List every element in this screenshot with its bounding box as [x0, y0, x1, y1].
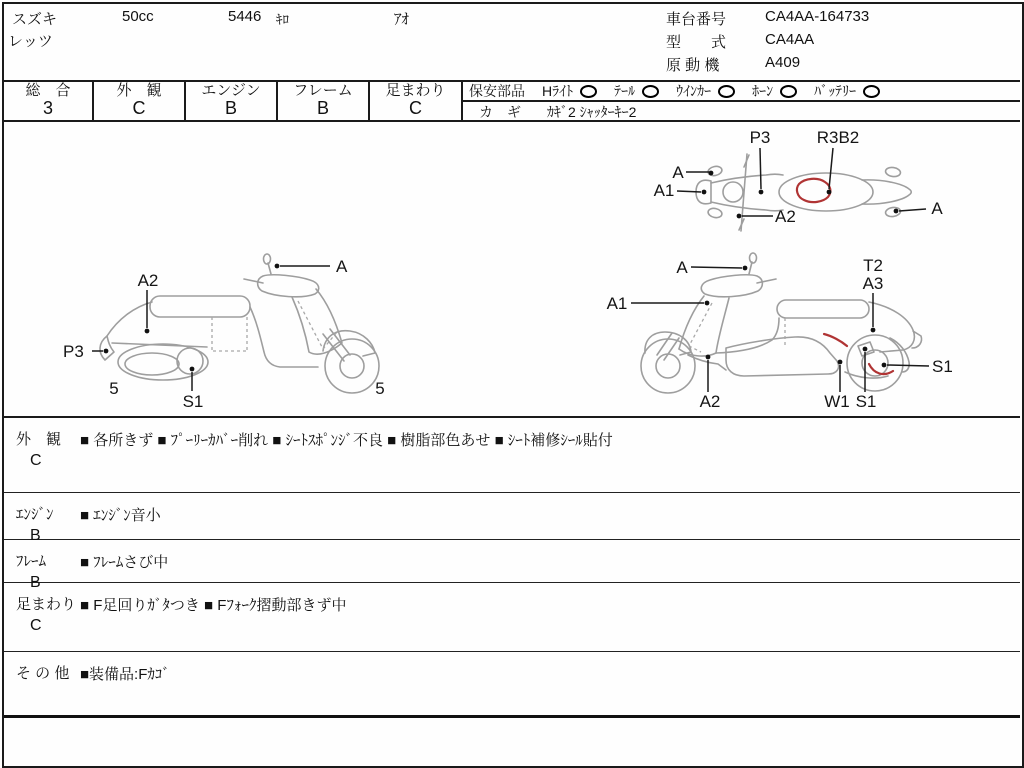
damage-code-label: 5 [375, 379, 385, 398]
chassis-label: 車台番号 [666, 11, 727, 28]
displacement: 50cc [122, 8, 154, 25]
section-notes: ■ 各所きず ■ ﾌﾟｰﾘｰｶﾊﾞｰ削れ ■ ｼｰﾄｽﾎﾟﾝｼﾞ不良 ■ 樹脂部色あせ ■ ｼｰﾄ補修ｼｰﾙ貼付 [80, 432, 613, 449]
damage-diagram-cell [4, 122, 1020, 418]
annotation-layer [63, 128, 953, 411]
leader-line [887, 365, 929, 366]
section-notes: ■装備品:Fｶｺﾞ [80, 666, 170, 683]
maker-name: スズキ [12, 11, 58, 28]
section-label: ｴﾝｼﾞﾝ [16, 506, 54, 523]
section-label: そ の 他 [16, 665, 70, 682]
damage-code-label: 5 [109, 379, 119, 398]
leader-dot [702, 190, 707, 195]
grade-overall: 総 合 3 [4, 82, 94, 120]
leader-dot [882, 363, 887, 368]
leader-line [691, 267, 742, 268]
type-value: CA4AA [765, 31, 815, 48]
ok-circle-icon [642, 85, 659, 98]
leader-dot [759, 190, 764, 195]
chassis-number: CA4AA-164733 [765, 8, 870, 25]
section-undercarriage [4, 583, 1020, 652]
section-other [4, 652, 1020, 718]
leader-line [760, 148, 761, 189]
leader-dot [275, 264, 280, 269]
body-color: ｱｵ [394, 11, 410, 28]
ok-circle-icon [780, 85, 797, 98]
ok-circle-icon [580, 85, 597, 98]
damage-code-label: A2 [137, 271, 159, 290]
damage-code-label: A2 [699, 392, 721, 411]
section-label: ﾌﾚｰﾑ [16, 553, 47, 570]
key-label: カ ギ [479, 104, 521, 120]
damage-code-label: A [336, 257, 348, 276]
safety-parts-row [463, 82, 1020, 102]
damage-mark-body [824, 334, 847, 346]
vehicle-header [4, 4, 1020, 80]
section-notes: ■ F足回りｶﾞﾀつき ■ Fﾌｫｰｸ摺動部きず中 [80, 597, 347, 614]
damage-code-label: A [931, 199, 943, 218]
section-grade: C [30, 452, 42, 469]
grade-exterior: 外 観 C [94, 82, 186, 120]
grade-undercarriage: 足まわり C [370, 82, 463, 120]
leader-dot [827, 190, 832, 195]
damage-code-label: S1 [855, 392, 877, 411]
leader-dot [743, 266, 748, 271]
section-empty [4, 718, 1020, 762]
damage-code-label: T2 [863, 256, 883, 275]
damage-mark-seat [797, 179, 830, 202]
type-label: 型 式 [666, 34, 727, 51]
section-notes: ■ ｴﾝｼﾞﾝ音小 [80, 507, 161, 524]
comment-sections [4, 418, 1020, 762]
leader-line [677, 191, 701, 192]
safety-parts-cell [463, 82, 1020, 120]
damage-code-label: A [676, 258, 688, 277]
grade-frame: フレーム B [278, 82, 370, 120]
engine-label: 原 動 機 [666, 57, 720, 74]
key-row [463, 102, 1020, 122]
grade-engine: エンジン B [186, 82, 278, 120]
section-exterior [4, 418, 1020, 493]
leader-dot [104, 349, 109, 354]
safety-item-headlight: Hﾗｲﾄ [542, 81, 597, 101]
leader-dot [190, 367, 195, 372]
section-notes: ■ ﾌﾚｰﾑさび中 [80, 554, 169, 571]
leader-dot [737, 214, 742, 219]
safety-item-battery: ﾊﾞｯﾃﾘｰ [814, 81, 880, 101]
model-name: レッツ [8, 33, 53, 50]
leader-dot [863, 347, 868, 352]
section-label: 外 観 [16, 431, 62, 448]
leader-dot [894, 209, 899, 214]
damage-code-label: A3 [862, 274, 884, 293]
safety-item-winker: ｳｲﾝｶｰ [676, 81, 735, 101]
damage-code-label: A [672, 163, 684, 182]
damage-code-label: A1 [653, 181, 675, 200]
mileage-unit: ｷﾛ [276, 12, 289, 27]
section-grade: C [30, 617, 42, 634]
damage-code-label: A2 [775, 207, 796, 226]
damage-code-label: A1 [606, 294, 628, 313]
section-label: 足まわり [16, 596, 77, 613]
leader-dot [705, 301, 710, 306]
damage-code-label: R3B2 [816, 128, 860, 147]
damage-code-label: P3 [63, 342, 84, 361]
section-engine [4, 493, 1020, 544]
leader-dot [145, 329, 150, 334]
engine-value: A409 [765, 54, 801, 71]
damage-code-label: S1 [932, 357, 953, 376]
section-frame [4, 540, 1020, 591]
ok-circle-icon [863, 85, 880, 98]
safety-parts-label: 保安部品 [469, 83, 525, 99]
safety-item-tail: ﾃｰﾙ [614, 81, 659, 101]
leader-line [899, 209, 926, 211]
key-value: ｶｷﾞ2 ｼｬｯﾀｰｷｰ2 [547, 104, 637, 120]
leader-dot [871, 328, 876, 333]
ok-circle-icon [718, 85, 735, 98]
grade-row [4, 80, 1020, 122]
section-grade: B [30, 574, 41, 591]
leader-dot [838, 360, 843, 365]
leader-dot [709, 171, 714, 176]
section-grade: B [30, 527, 41, 544]
damage-code-label: W1 [824, 392, 850, 411]
leader-dot [706, 355, 711, 360]
damage-code-label: P3 [749, 128, 771, 147]
safety-item-horn: ﾎｰﾝ [752, 81, 797, 101]
leader-line [829, 148, 833, 189]
mileage-value: 5446 [228, 8, 262, 25]
damage-code-label: S1 [182, 392, 204, 411]
scooter-top-view [696, 154, 911, 231]
damage-diagram [0, 122, 1024, 418]
